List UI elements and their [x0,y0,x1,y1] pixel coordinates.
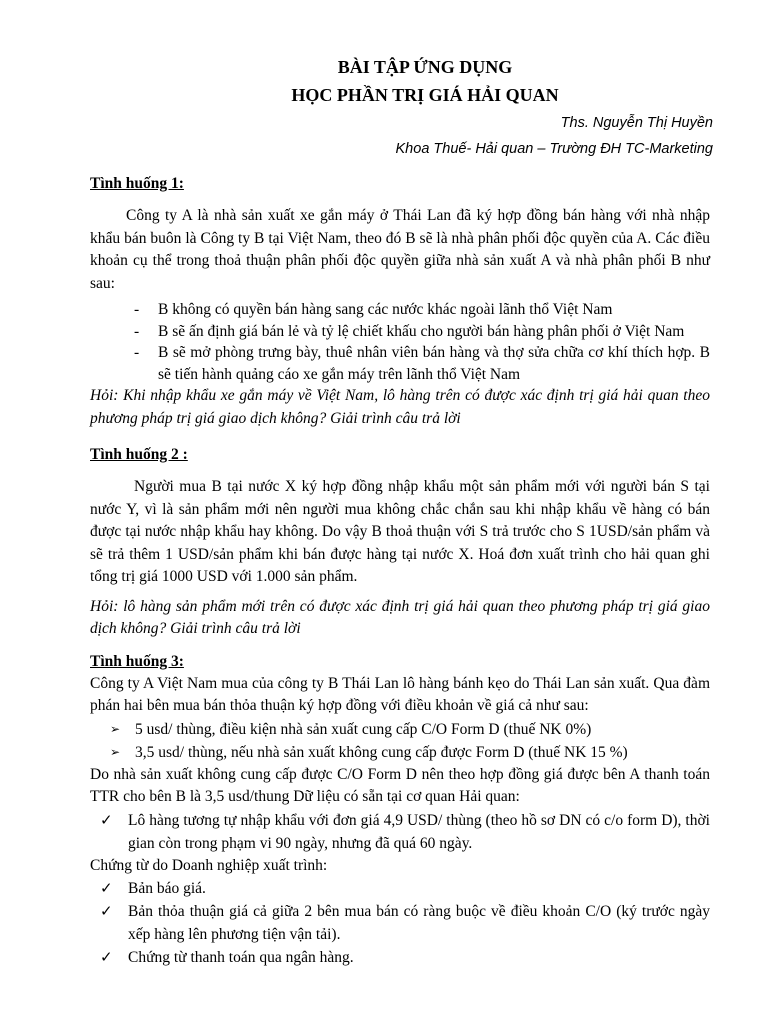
checkmark-icon: ✓ [100,879,113,897]
author-affiliation: Khoa Thuế- Hải quan – Trường ĐH TC-Marketing [395,141,713,157]
case-2-heading: Tình huống 2 : [90,446,188,463]
case-3-customs-data-list [90,809,710,855]
list-item: - B sẽ mở phòng trưng bày, thuê nhân viên bán hàng và thợ sửa chữa cơ khí thích hợp. B sẽ tiến hành quảng cáo xe gắn máy trên lãnh thổ Việt Nam [134,344,710,383]
checkmark-icon: ✓ [100,948,113,966]
dash-bullet: - [134,344,140,361]
checkmark-icon: ✓ [100,810,113,829]
case-3-heading: Tình huống 3: [90,652,184,670]
arrow-bullet-icon: ➢ [110,721,121,736]
case-3-documents-list [90,877,710,969]
case-1-conditions-list [90,299,710,385]
case-2-question: Hỏi: lô hàng sản phẩm mới trên có được xác định trị giá hải quan theo phương pháp trị giá giao dịch không? Giải trình câu trả lời [90,597,710,637]
list-item: ➢ 3,5 usd/ thùng, nếu nhà sản xuất không cung cấp được Form D (thuế NK 15 %) [135,741,710,764]
list-item: ➢ 5 usd/ thùng, điều kiện nhà sản xuất cung cấp C/O Form D (thuế NK 0%) [135,718,710,741]
list-item: - B sẽ ấn định giá bán lẻ và tỷ lệ chiết khấu cho người bán hàng phân phối ở Việt Nam [158,321,710,343]
dash-bullet: - [134,322,140,340]
list-item: ✓ Chứng từ thanh toán qua ngân hàng. [128,946,710,969]
case-3-price-list [90,718,710,764]
author-name: Ths. Nguyễn Thị Huyền [560,115,713,131]
checkmark-icon: ✓ [100,902,113,920]
dash-bullet: - [134,301,140,318]
case-1-question: Hỏi: Khi nhập khẩu xe gắn máy về Việt Nam, lô hàng trên có được xác định trị giá hải quan theo phương pháp trị giá giao dịch không? Giải trình câu trả lời [90,387,710,427]
case-3-documents-label: Chứng từ do Doanh nghiệp xuất trình: [90,856,328,874]
case-3-payment: Do nhà sản xuất không cung cấp được C/O Form D nên theo hợp đồng giá được bên A thanh toán TTR cho bên B là 3,5 usd/thung Dữ liệu có sẵn tại cơ quan Hải quan: [90,765,710,805]
case-2-intro: Người mua B tại nước X ký hợp đồng nhập khẩu một sản phẩm mới với người bán S tại nước Y, vì là sản phẩm mới nên người mua không chắc chắn sau khi nhập khẩu về hàng có bán được tại nước nhập khẩu hay không. Do vậy B thoả thuận với S trả trước cho S 1USD/sản phẩm và sẽ trả thêm 1 USD/sản phẩm khi bán được hàng tại nước X. Hoá đơn xuất trình cho hải quan ghi tổng trị giá 1000 USD với 1.000 sản phẩm. [90,478,710,585]
list-item: ✓ Bản thỏa thuận giá cả giữa 2 bên mua bán có ràng buộc về điều khoản C/O (ký trước ngày xếp hàng lên phương tiện vận tải). [100,902,710,943]
list-item: - B không có quyền bán hàng sang các nước khác ngoài lãnh thổ Việt Nam [158,299,710,321]
case-3-intro: Công ty A Việt Nam mua của công ty B Thái Lan lô hàng bánh kẹo do Thái Lan sản xuất. Qua đàm phán hai bên mua bán thỏa thuận ký hợp đồng với điều khoản về giá cả như sau: [90,674,710,714]
list-item: ✓ Bản báo giá. [128,877,710,900]
arrow-bullet-icon: ➢ [110,744,121,759]
case-1-intro: Công ty A là nhà sản xuất xe gắn máy ở Thái Lan đã ký hợp đồng bán hàng với nhà nhập khẩu bán buôn là Công ty B tại Việt Nam, theo đó B sẽ là nhà phân phối độc quyền của A. Các điều khoản cụ thể trong thoả thuận phân phối độc quyền giữa nhà sản xuất A và nhà phân phối B như sau: [90,207,710,292]
document-title-line-1: BÀI TẬP ỨNG DỤNG [337,57,513,77]
list-item: ✓ Lô hàng tương tự nhập khẩu với đơn giá 4,9 USD/ thùng (theo hồ sơ DN có c/o form D), thời gian còn trong phạm vi 90 ngày, nhưng đã quá 60 ngày. [100,810,710,852]
document-title-line-2: HỌC PHẦN TRỊ GIÁ HẢI QUAN [291,85,559,105]
case-1-heading: Tình huống 1: [90,175,184,192]
